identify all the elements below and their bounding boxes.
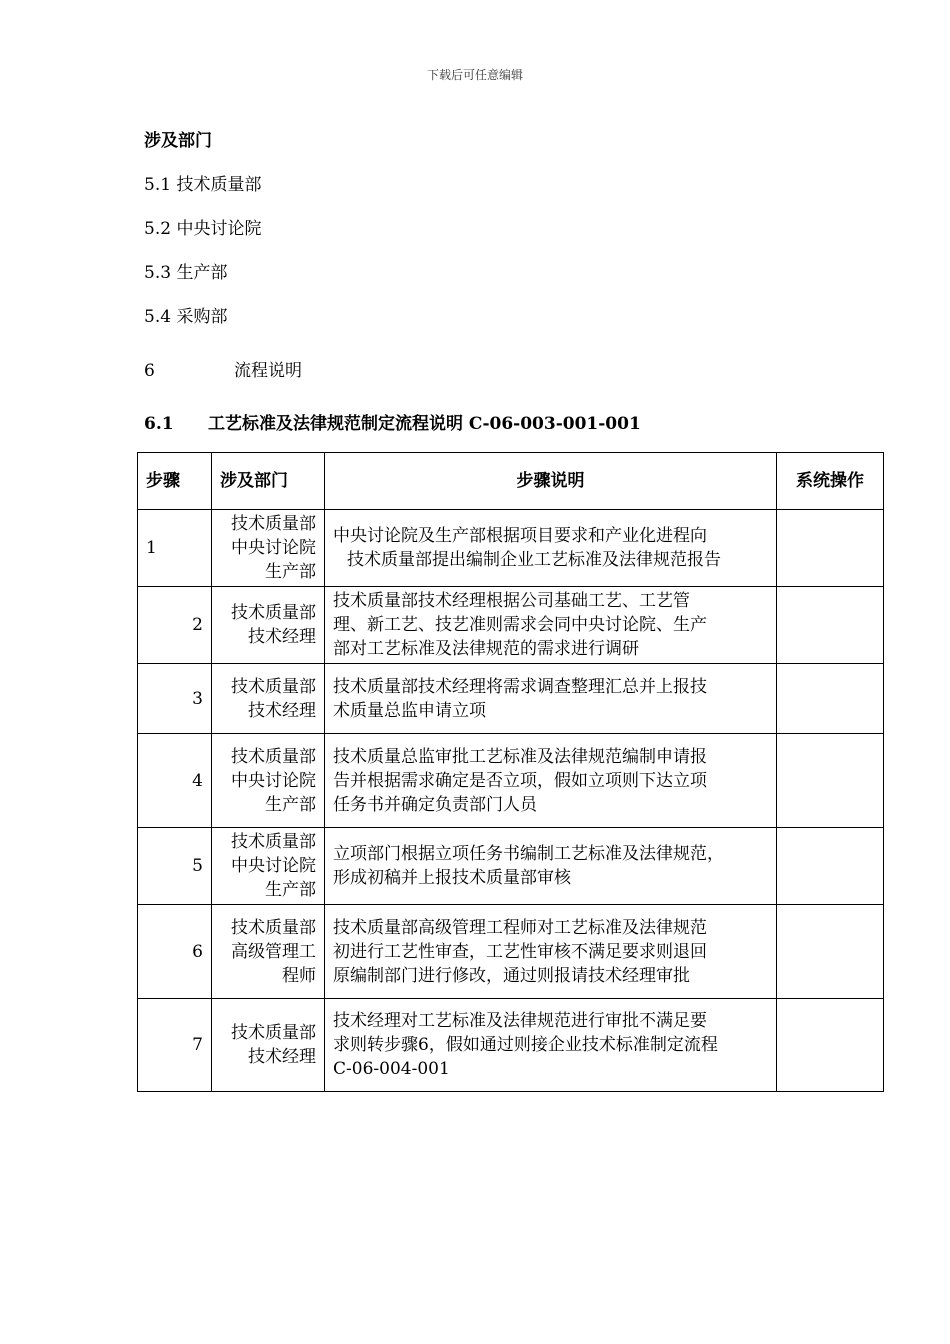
step-system <box>777 510 884 587</box>
department-item: 5.2 中央讨论院 <box>144 219 262 239</box>
flow-heading-number: 6 <box>144 361 155 381</box>
desc-line: 理、新工艺、技艺准则需求会同中央讨论院、生产 <box>333 615 707 635</box>
dept-line: 程师 <box>282 965 316 986</box>
desc-line: 技术质量部提出编制企业工艺标准及法律规范报告 <box>347 550 721 570</box>
desc-line: C-06-004-001 <box>333 1059 450 1079</box>
desc-line: 告并根据需求确定是否立项，假如立项则下达立项 <box>333 770 707 791</box>
step-system <box>777 905 884 999</box>
step-number: 4 <box>138 734 212 828</box>
desc-line: 中央讨论院及生产部根据项目要求和产业化进程向 <box>333 526 707 546</box>
flow-heading <box>144 356 302 381</box>
step-dept <box>212 587 325 664</box>
header-step: 步骤 <box>138 453 212 510</box>
dept-line: 中央讨论院 <box>231 770 316 791</box>
header-desc: 步骤说明 <box>325 453 777 510</box>
step-dept <box>212 905 325 999</box>
step-system <box>777 664 884 734</box>
desc-line: 形成初稿并上报技术质量部审核 <box>333 868 571 888</box>
table-row <box>138 828 884 905</box>
desc-line: 技术质量部技术经理根据公司基础工艺、工艺管 <box>333 591 690 611</box>
process-steps-table <box>137 452 884 1092</box>
step-dept <box>212 664 325 734</box>
step-number: 2 <box>138 587 212 664</box>
dept-line: 中央讨论院 <box>231 856 316 876</box>
dept-line: 生产部 <box>265 794 316 815</box>
dept-line: 技术质量部 <box>231 746 316 767</box>
step-description <box>325 905 777 999</box>
header-system: 系统操作 <box>777 453 884 510</box>
desc-line: 术质量总监申请立项 <box>333 700 486 721</box>
step-system <box>777 734 884 828</box>
subsection-number: 6.1 <box>144 414 174 434</box>
step-description <box>325 828 777 905</box>
step-description <box>325 734 777 828</box>
step-dept <box>212 734 325 828</box>
table-row <box>138 999 884 1092</box>
dept-line: 技术质量部 <box>231 832 316 852</box>
dept-line: 技术经理 <box>248 627 316 647</box>
table-row <box>138 734 884 828</box>
dept-line: 技术质量部 <box>231 917 316 938</box>
step-dept <box>212 510 325 587</box>
step-description <box>325 999 777 1092</box>
step-system <box>777 999 884 1092</box>
step-dept <box>212 828 325 905</box>
dept-line: 技术经理 <box>248 1047 316 1067</box>
desc-line: 原编制部门进行修改，通过则报请技术经理审批 <box>333 965 690 986</box>
step-system <box>777 828 884 905</box>
dept-line: 高级管理工 <box>231 941 316 962</box>
desc-line: 技术经理对工艺标准及法律规范进行审批不满足要 <box>333 1011 707 1031</box>
desc-line: 技术质量部技术经理将需求调查整理汇总并上报技 <box>333 676 707 697</box>
department-item: 5.4 采购部 <box>144 307 228 327</box>
step-description <box>325 510 777 587</box>
subsection-title: 工艺标准及法律规范制定流程说明 C-06-003-001-001 <box>208 414 641 434</box>
flow-heading-title: 流程说明 <box>234 361 302 381</box>
step-number: 5 <box>138 828 212 905</box>
dept-line: 技术质量部 <box>231 676 316 697</box>
desc-line: 技术质量总监审批工艺标准及法律规范编制申请报 <box>333 746 707 767</box>
step-number: 6 <box>138 905 212 999</box>
dept-line: 生产部 <box>265 880 316 900</box>
table-row <box>138 587 884 664</box>
step-description <box>325 587 777 664</box>
table-row <box>138 905 884 999</box>
desc-line: 技术质量部高级管理工程师对工艺标准及法律规范 <box>333 917 707 938</box>
dept-line: 技术质量部 <box>231 603 316 623</box>
dept-line: 生产部 <box>265 562 316 582</box>
desc-line: 任务书并确定负责部门人员 <box>333 794 537 815</box>
table-row <box>138 510 884 587</box>
step-dept <box>212 999 325 1092</box>
step-system <box>777 587 884 664</box>
header-dept: 涉及部门 <box>212 453 325 510</box>
table-header-row <box>138 453 884 510</box>
section-title: 涉及部门 <box>144 131 212 151</box>
step-description <box>325 664 777 734</box>
desc-line: 立项部门根据立项任务书编制工艺标准及法律规范， <box>333 844 724 864</box>
page-header-note: 下载后可任意编辑 <box>426 68 523 82</box>
department-item: 5.1 技术质量部 <box>144 175 262 195</box>
dept-line: 技术质量部 <box>231 1023 316 1043</box>
department-item: 5.3 生产部 <box>144 263 228 283</box>
desc-line: 初进行工艺性审查，工艺性审核不满足要求则退回 <box>333 941 707 962</box>
dept-line: 技术经理 <box>248 700 316 721</box>
step-number: 1 <box>138 510 212 587</box>
step-number: 7 <box>138 999 212 1092</box>
subsection-heading <box>144 409 641 434</box>
dept-line: 技术质量部 <box>231 514 316 534</box>
desc-line: 求则转步骤6，假如通过则接企业技术标准制定流程 <box>333 1035 718 1055</box>
dept-line: 中央讨论院 <box>231 538 316 558</box>
step-number: 3 <box>138 664 212 734</box>
desc-line: 部对工艺标准及法律规范的需求进行调研 <box>333 639 639 659</box>
table-row <box>138 664 884 734</box>
